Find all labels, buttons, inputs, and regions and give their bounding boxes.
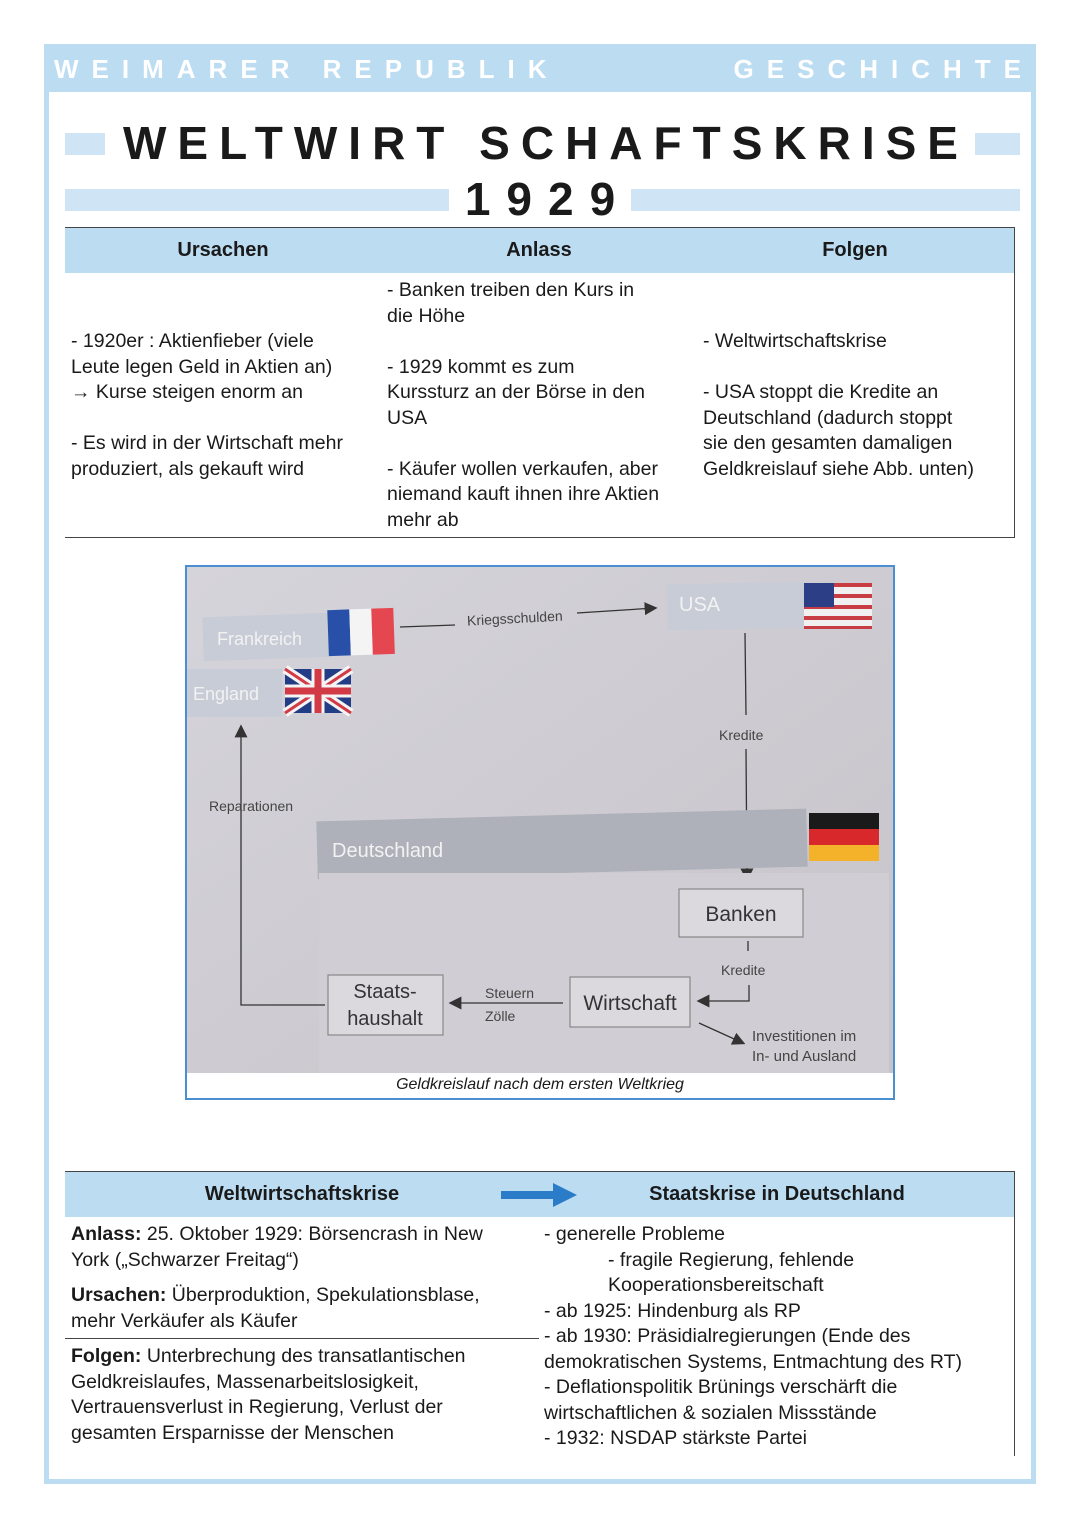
investitionen-label-1: Investitionen im (752, 1028, 857, 1045)
summary-table-header (65, 1171, 1015, 1217)
us-flag-icon (804, 583, 872, 629)
header-weltwirtschaftskrise: Weltwirtschaftskrise (204, 1183, 400, 1205)
header-folgen: Folgen (822, 239, 888, 261)
overview-table-header (65, 227, 1014, 273)
folgen-summary: Folgen: Unterbrechung des transatlantischen Geldkreislaufes, Massenarbeitslosigkeit, Vertrauensverlust in Regierung, Verlust der gesamten Ersparnisse der Menschen (71, 1345, 466, 1444)
list-item: - ab 1925: Hindenburg als RP (544, 1299, 801, 1322)
england-label: England (193, 684, 260, 704)
list-item: - generelle Probleme (544, 1223, 726, 1245)
summary-separator (65, 1338, 539, 1339)
page-title: WELTWIRT SCHAFTSKRISE (0, 116, 1080, 170)
banken-label: Banken (705, 903, 777, 926)
staatshaushalt-label-1: Staats- (353, 981, 417, 1003)
figure-caption: Geldkreislauf nach dem ersten Weltkrieg (396, 1076, 684, 1093)
money-cycle-diagram (187, 567, 893, 1073)
header-subject: GESCHICHTE (733, 54, 1034, 84)
frankreich-box (202, 613, 331, 661)
zoelle-label: Zölle (485, 1008, 516, 1024)
kredite-bottom-label: Kredite (721, 962, 766, 978)
deutschland-label: Deutschland (332, 840, 444, 862)
list-item: wirtschaftlichen & sozialen Missstände (544, 1401, 877, 1424)
money-cycle-figure (185, 565, 895, 1100)
anlass-summary: Anlass: 25. Oktober 1929: Börsencrash in New York („Schwarzer Freitag“) (71, 1223, 483, 1271)
summary-table (65, 1171, 1015, 1456)
page-year: 1929 (0, 172, 1080, 226)
staatshaushalt-label-2: haushalt (347, 1008, 423, 1030)
germany-flag-icon (809, 813, 879, 861)
steuern-label: Steuern (485, 985, 535, 1001)
investitionen-label-2: In- und Ausland (752, 1048, 857, 1065)
summary-table-border (1014, 1216, 1015, 1456)
list-item: - ab 1930: Präsidialregierungen (Ende des (544, 1325, 911, 1347)
frankreich-label: Frankreich (217, 629, 303, 649)
england-box (187, 669, 282, 717)
usa-label: USA (679, 594, 721, 616)
list-item: - fragile Regierung, fehlende (608, 1248, 855, 1271)
kriegsschulden-label: Kriegsschulden (466, 607, 564, 629)
list-item: - 1932: NSDAP stärkste Partei (544, 1427, 808, 1449)
uk-flag-icon (285, 669, 351, 713)
list-item: - Deflationspolitik Brünings verschärft die (544, 1376, 898, 1398)
ursachen-summary: Ursachen: Überproduktion, Spekulationsblase, mehr Verkäufer als Käufer (71, 1284, 480, 1332)
header-staatskrise: Staatskrise in Deutschland (649, 1183, 905, 1205)
staatskrise-list (544, 1222, 1014, 1452)
header-topic: WEIMARER REPUBLIK (54, 54, 560, 84)
list-item: demokratischen Systems, Entmachtung des RT) (544, 1350, 962, 1373)
header-ursachen: Ursachen (177, 239, 269, 261)
list-item: Kooperationsbereitschaft (608, 1274, 824, 1296)
wirtschaft-label: Wirtschaft (583, 992, 677, 1015)
ursachen-cell: - 1920er : Aktienfieber (viele Leute legen Geld in Aktien an) → Kurse steigen enorm an - Es wird in der Wirtschaft mehr produziert, als gekauft wird (71, 330, 343, 480)
france-flag-icon (327, 608, 395, 656)
header-bar (44, 44, 1036, 92)
reparationen-label: Reparationen (209, 798, 294, 814)
anlass-cell: - Banken treiben den Kurs in die Höhe - 1929 kommt es zum Kurssturz an der Börse in den USA - Käufer wollen verkaufen, aber niemand kauft ihnen ihre Aktien mehr ab (387, 279, 660, 531)
kredite-top-label: Kredite (719, 727, 764, 743)
money-cycle-photo (187, 567, 893, 1073)
header-anlass: Anlass (506, 239, 572, 261)
usa-box (667, 582, 808, 630)
overview-table (65, 227, 1015, 538)
folgen-cell: - Weltwirtschaftskrise - USA stoppt die Kredite an Deutschland (dadurch stoppt sie den gesamten damaligen Geldkreislauf siehe Abb. unten) (703, 330, 975, 480)
